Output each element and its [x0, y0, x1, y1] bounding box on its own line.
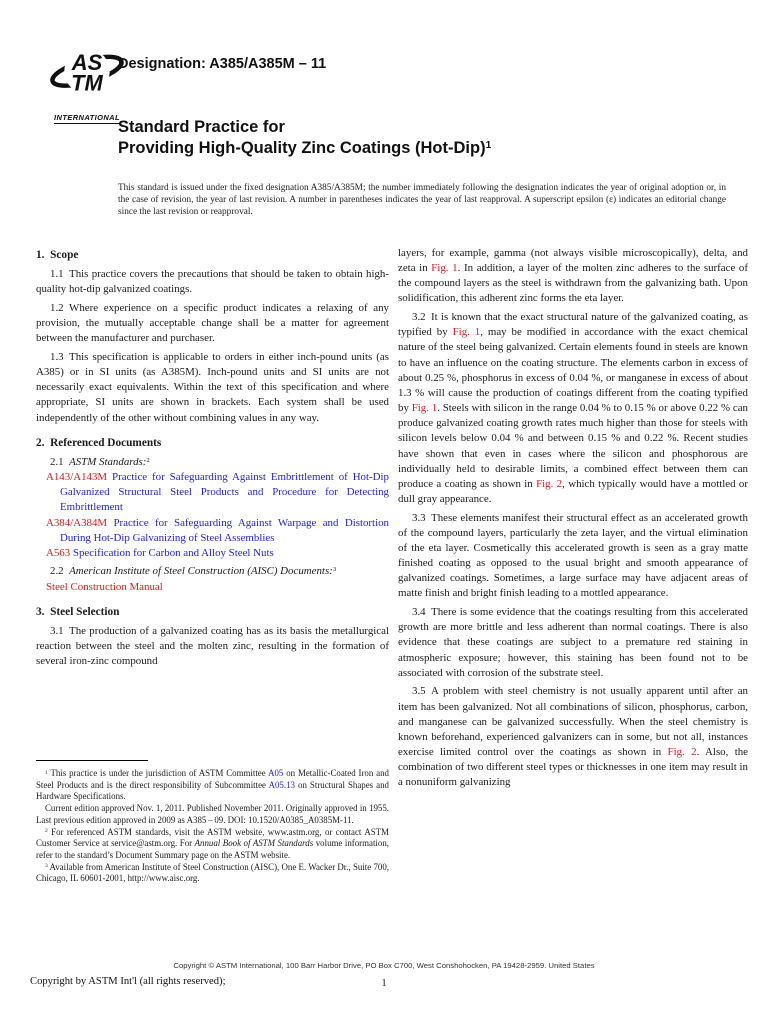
text-run: on Structural Shapes and Hardware Specifications. — [36, 779, 389, 802]
para-2-2 — [36, 564, 389, 579]
text-run: layers, for example, gamma (not always visible microscopically), delta, and zeta in — [398, 247, 748, 275]
superscript: 2 — [45, 828, 48, 835]
text-run: Annual Book of ASTM Standards — [194, 838, 314, 849]
text-run: 3. Steel Selection — [36, 605, 120, 618]
text-run: 2.1 — [50, 455, 70, 468]
text-run: 3.4 There is some evidence that the coatings resulting from this accelerated growth are more brittle and less adherent than normal coatings. There is also evidence that these coatings are subject to a premature red staining in atmospheric exposure; however, this staining has been found not to be associated with corrosion of the substrate steel. — [398, 606, 748, 679]
text-run: For referenced ASTM standards, visit the ASTM website, www.astm.org, or contact ASTM Customer Service at service@astm.org. For — [36, 826, 389, 849]
text-run: , may be modified in accordance with the exact chemical nature of the steel being galvanized. Certain elements found in steels are known to have an influence on the coating structure. The elements carbon in excess of about 0.25 %, phosphorus in excess of 0.04 %, or manganese in excess of about 1.3 % will cause the production of coatings different from the coating typified by — [398, 326, 748, 415]
ref-code-a143[interactable]: A143/A143M — [46, 471, 108, 484]
logo-international-label: INTERNATIONAL — [54, 113, 120, 122]
text-run: 1.3 This specification is applicable to orders in either inch-pound units (as A385) or in SI units (as A385M). Inch-pound units and SI units are not necessarily exact equivalents. Within the text of this specification and where appropriate, SI units are shown in brackets. Each system shall be used independently of the other without combining values in any way. — [36, 350, 389, 424]
document-title-line1: Standard Practice for — [118, 118, 285, 136]
section-1-heading — [36, 248, 389, 263]
text-run: , which typically would have a mottled or dull gray appearance. — [398, 477, 748, 505]
footnote-2 — [36, 827, 389, 862]
para-1-1 — [36, 267, 389, 297]
para-1-3 — [36, 350, 389, 426]
ref-a143 — [36, 470, 389, 515]
fig-1-ref[interactable]: Fig. 1 — [411, 402, 438, 415]
issuance-note: This standard is issued under the fixed designation A385/A385M; the number immediately following the designation indicates the year of original adoption or, in the case of revision, the year of last revision. A number in parentheses indicates the year of last reapproval. A superscript epsilon (ε) indicates an editorial change since the last revision or reapproval. — [118, 183, 726, 218]
logo-letters-top: AS — [71, 49, 103, 75]
text-run: ASTM Standards: — [69, 455, 147, 468]
ref-title-a143[interactable]: Practice for Safeguarding Against Embrittlement of Hot-Dip Galvanized Structural Steel Products and Procedure for Detecting Embrittlement — [60, 471, 389, 514]
superscript: 3 — [45, 863, 48, 870]
committee-a05-link[interactable]: A05 — [268, 768, 284, 778]
text-run: Providing High-Quality Zinc Coatings (Hot-Dip) — [118, 139, 486, 157]
text-run: American Institute of Steel Construction (AISC) Documents: — [69, 565, 333, 578]
footnote-1-edition — [36, 803, 389, 826]
right-column — [398, 246, 748, 790]
ref-steel-construction-manual — [36, 580, 389, 595]
left-column — [36, 246, 389, 669]
para-3-1 — [36, 624, 389, 669]
para-1-2 — [36, 301, 389, 346]
text-run: volume information, refer to the standard’s Document Summary page on the ASTM website. — [36, 838, 389, 860]
text-run: 1. Scope — [36, 249, 79, 261]
document-title-line2 — [118, 138, 718, 159]
ref-steel-construction-manual-link[interactable]: Steel Construction Manual — [46, 580, 163, 593]
footnote-3 — [36, 862, 389, 885]
ref-a563 — [36, 546, 389, 561]
para-3-2 — [398, 310, 748, 507]
footer-copyright: Copyright by ASTM Int'l (all rights reserved); — [30, 976, 226, 987]
ref-title-a563[interactable]: Specification for Carbon and Alloy Steel Nuts — [70, 546, 274, 559]
fig-1-ref[interactable]: Fig. 1 — [452, 326, 481, 339]
text-run: 3.5 A problem with steel chemistry is not usually apparent until after an item has been galvanized. Not all combinations of silicon, phosphorus, carbon, and manganese can be galvanized successfully. When the steel chemistry is known beforehand, experienced galvanizers can in some, but not all, instances exercise limited control over the coatings as shown in — [398, 685, 748, 758]
text-run: 1.2 Where experience on a specific product indicates a relaxing of any provision, the mutually acceptable change shall be a matter for agreement between the manufacturer and purchaser. — [36, 301, 389, 345]
para-3-1-continued — [398, 246, 748, 307]
text-run: . In addition, a layer of the molten zinc adheres to the surface of the compound layers as the steel is withdrawn from the galvanizing bath. Upon solidification, this adherent zinc forms the eta layer. — [398, 262, 749, 305]
text-run: on Metallic-Coated Iron and Steel Products and is the direct responsibility of Subcommittee — [36, 768, 389, 790]
document-title — [118, 117, 718, 159]
footnotes — [36, 760, 389, 885]
text-run: 1.1 This practice covers the precautions that should be taken to obtain high-quality hot-dip galvanized coatings. — [36, 268, 389, 296]
ref-code-a384[interactable]: A384/A384M — [46, 516, 108, 529]
text-run: This practice is under the jurisdiction of ASTM Committee — [47, 768, 269, 778]
designation-text: Designation: A385/A385M – 11 — [118, 56, 327, 72]
page-number: 1 — [381, 978, 387, 989]
text-run: 3.1 The production of a galvanized coating has as its basis the metallurgical reaction between the steel and the molten zinc, resulting in the formation of several iron-zinc compound — [36, 624, 389, 668]
footnote-1 — [36, 768, 389, 803]
ref-code-a563[interactable]: A563 — [46, 546, 71, 559]
astm-logo — [48, 42, 126, 125]
fig-2-ref[interactable]: Fig. 2 — [536, 477, 563, 490]
para-3-4 — [398, 605, 748, 681]
astm-logo-mark — [50, 42, 124, 102]
fig-1-ref[interactable]: Fig. 1 — [431, 262, 458, 275]
para-2-1 — [36, 455, 389, 470]
section-2-heading — [36, 436, 389, 451]
ref-title-a384[interactable]: Practice for Safeguarding Against Warpage and Distortion During Hot-Dip Galvanizing of Steel Assemblies — [60, 516, 389, 544]
superscript: 2 — [146, 456, 150, 464]
text-run: 3.2 It is known that the exact structural nature of the galvanized coating, as typified by — [398, 311, 748, 339]
text-run: 3.3 These elements manifest their structural effect as an accelerated growth of the compound layers, particularly the zeta layer, and the virtual elimination of the eta layer. Cosmetically this accelerated growth is seen as a gray matte finished coating as opposed to the usual bright and smooth appearance of galvanized coatings. Sometimes, a large surface may have adjacent areas of matte finish and bright finish leading to a mottled appearance. — [398, 511, 748, 600]
logo-letters-bottom: TM — [71, 70, 103, 96]
fig-2-ref[interactable]: Fig. 2 — [667, 746, 697, 758]
footer-address: Copyright © ASTM International, 100 Barr Harbor Drive, PO Box C700, West Conshohocken, PA 19428-2959. United States — [173, 961, 595, 970]
text-run: . Also, the combination of two different steel types or thicknesses in one item may result in a nonuniform galvanizing — [398, 746, 749, 789]
para-3-3 — [398, 511, 748, 602]
text-run: 2. Referenced Documents — [36, 436, 162, 449]
text-run: Available from American Institute of Steel Construction (AISC), One E. Wacker Dr., Suite 700, Chicago, IL 60601-2001, http://www.aisc.org. — [36, 861, 389, 884]
superscript: 1 — [485, 140, 492, 152]
superscript: 1 — [45, 769, 48, 776]
para-3-5 — [398, 684, 748, 790]
subcommittee-a05-13-link[interactable]: A05.13 — [268, 779, 295, 790]
text-run: Current edition approved Nov. 1, 2011. Published November 2011. Originally approved in 1955. Last previous edition approved in 2009 as A385 – 09. DOI: 10.1520/A0385_A0385M-11. — [36, 803, 389, 825]
text-run: 2.2 — [50, 565, 70, 578]
text-run: . Steels with silicon in the range 0.04 % to 0.15 % or above 0.22 % can produce galvanized coating growth rates much higher than those for steels with silicon levels below 0.04 % and between 0.15 % and 0.22 %. Recent studies have shown that even in cases where the silicon and phosphorous are individually held to desirable limits, a combined effect between them can produce a coating as shown in — [398, 402, 748, 490]
superscript: 3 — [332, 566, 337, 574]
ref-a384 — [36, 516, 389, 546]
section-3-heading — [36, 605, 389, 620]
